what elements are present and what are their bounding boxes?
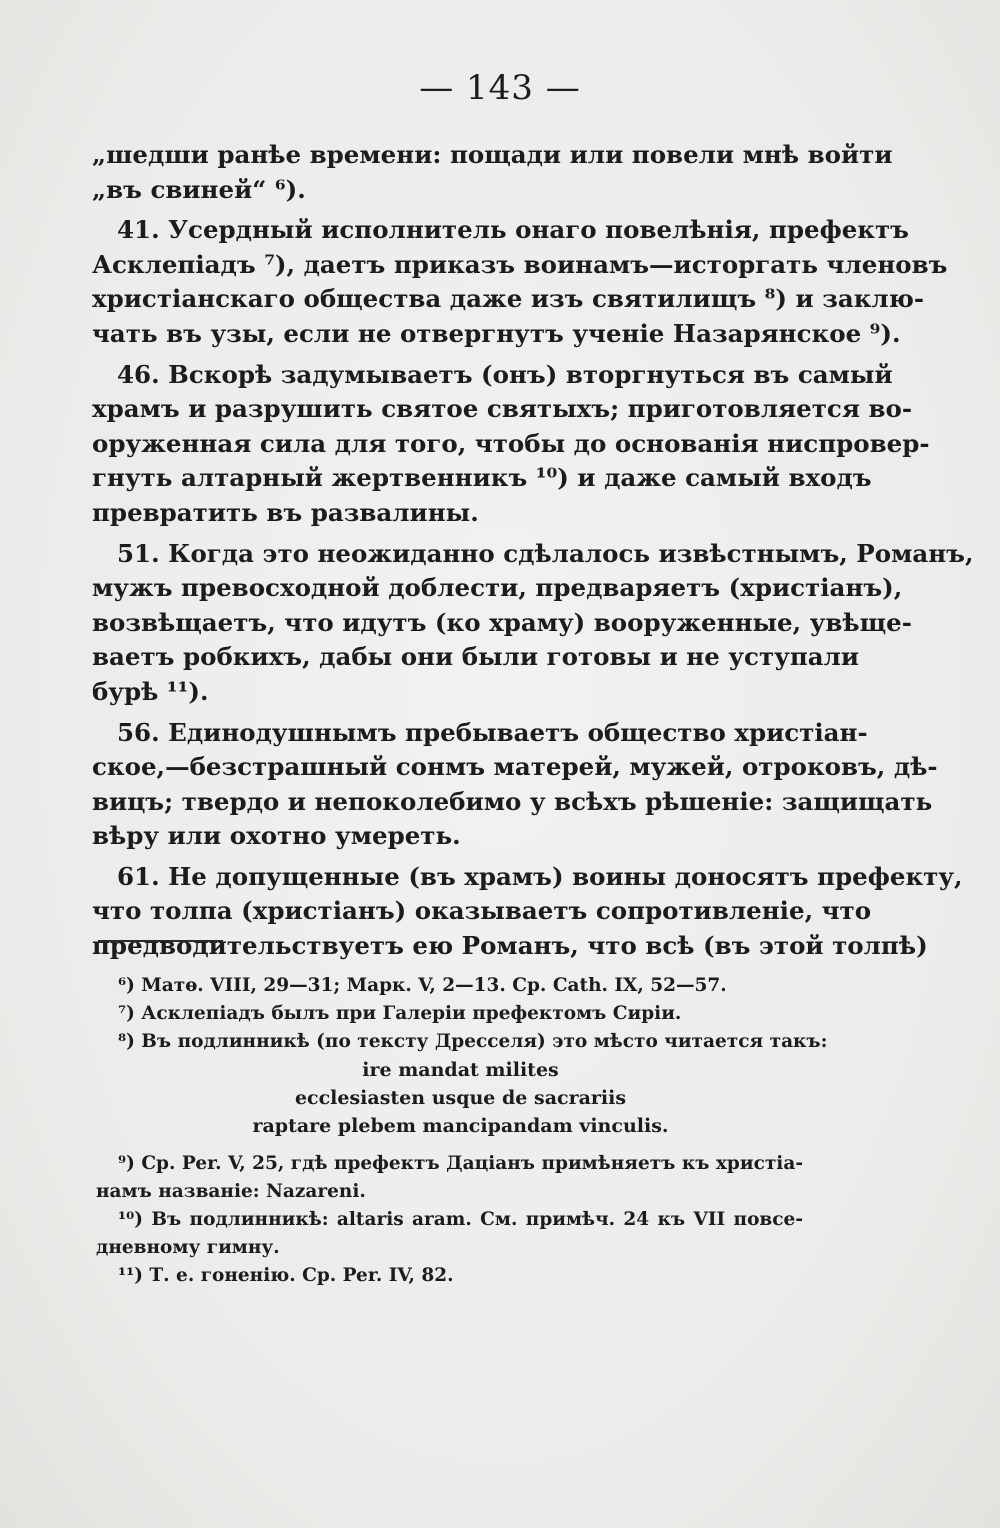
main-text (92, 138, 974, 964)
text-line: вицъ; твердо и непоколебимо у всѣхъ рѣшеніе: защищать (92, 786, 933, 816)
text-line: мужъ превосходной доблести, предваряетъ (христіанъ), (92, 573, 903, 603)
footnote-10-continued: дневному гимну. (96, 1237, 280, 1258)
footnote-11: ¹¹) Т. е. гоненію. Ср. Per. IV, 82. (118, 1265, 454, 1286)
footnotes (96, 972, 828, 1290)
text-line: ское,—безстрашный сонмъ матерей, мужей, отроковъ, дѣ- (92, 752, 938, 782)
footnote-8-latin-line: raptare plebem mancipandam vinculis. (252, 1115, 669, 1137)
text-line: оруженная сила для того, чтобы до основанія ниспровер- (92, 428, 930, 458)
text-line: 56. Единодушнымъ пребываетъ общество христіан- (117, 717, 868, 747)
footnote-8-latin-line: ecclesiasten usque de sacrariis (294, 1087, 627, 1109)
footnote-8-latin-line: ire mandat milites (362, 1059, 559, 1081)
text-line: вѣру или охотно умереть. (92, 821, 461, 851)
text-line: возвѣщаетъ, что идутъ (ко храму) вооруженные, увѣще- (92, 607, 912, 637)
text-line: 46. Вскорѣ задумываетъ (онъ) вторгнуться въ самый (117, 359, 893, 389)
text-line: Асклепіадъ ⁷), даетъ приказъ воинамъ—исторгать членовъ (92, 249, 948, 279)
text-line: что толпа (христіанъ) оказываетъ сопротивленіе, что (92, 896, 872, 926)
text-line: 51. Когда это неожиданно сдѣлалось извѣстнымъ, Романъ, (117, 538, 974, 568)
text-line: „въ свиней“ ⁶). (92, 174, 306, 204)
text-line: христіанскаго общества даже изъ святилищъ ⁸) и заклю- (92, 284, 924, 314)
text-line: предводительствуетъ ею Романъ, что всѣ (въ этой толпѣ) (92, 931, 928, 961)
footnote-10: ¹⁰) Въ подлинникѣ: altaris aram. См. примѣч. 24 къ VII повсе- (118, 1209, 803, 1230)
text-line: 61. Не допущенные (въ храмъ) воины доносятъ префекту, (117, 861, 963, 891)
text-line: превратить въ развалины. (92, 497, 479, 527)
text-line: бурѣ ¹¹). (92, 676, 209, 706)
footnote-8: ⁸) Въ подлинникѣ (по тексту Дресселя) это мѣсто читается такъ: (118, 1031, 828, 1052)
footnote-divider (98, 940, 223, 942)
text-line: 41. Усердный исполнитель онаго повелѣнія, префектъ (117, 215, 909, 245)
footnote-7: ⁷) Асклепіадъ былъ при Галеріи префектомъ Сиріи. (118, 1003, 682, 1024)
text-line: ваетъ робкихъ, дабы они были готовы и не уступали (92, 642, 860, 672)
text-line: чать въ узы, если не отвергнутъ ученіе Назарянское ⁹). (92, 318, 901, 348)
footnote-6: ⁶) Матѳ. VIII, 29—31; Марк. V, 2—13. Ср. Cath. IX, 52—57. (118, 975, 727, 996)
page-number: — 143 — (419, 68, 581, 108)
footnote-9-continued: намъ названіе: Nazareni. (96, 1181, 366, 1202)
footnote-9: ⁹) Ср. Per. V, 25, гдѣ префектъ Даціанъ примѣняетъ къ христіа- (118, 1153, 803, 1174)
text-line: храмъ и разрушить святое святыхъ; приготовляется во- (92, 394, 913, 424)
text-line: гнуть алтарный жертвенникъ ¹⁰) и даже самый входъ (92, 463, 872, 493)
text-line: „шедши ранѣе времени: пощади или повели мнѣ войти (92, 140, 893, 169)
